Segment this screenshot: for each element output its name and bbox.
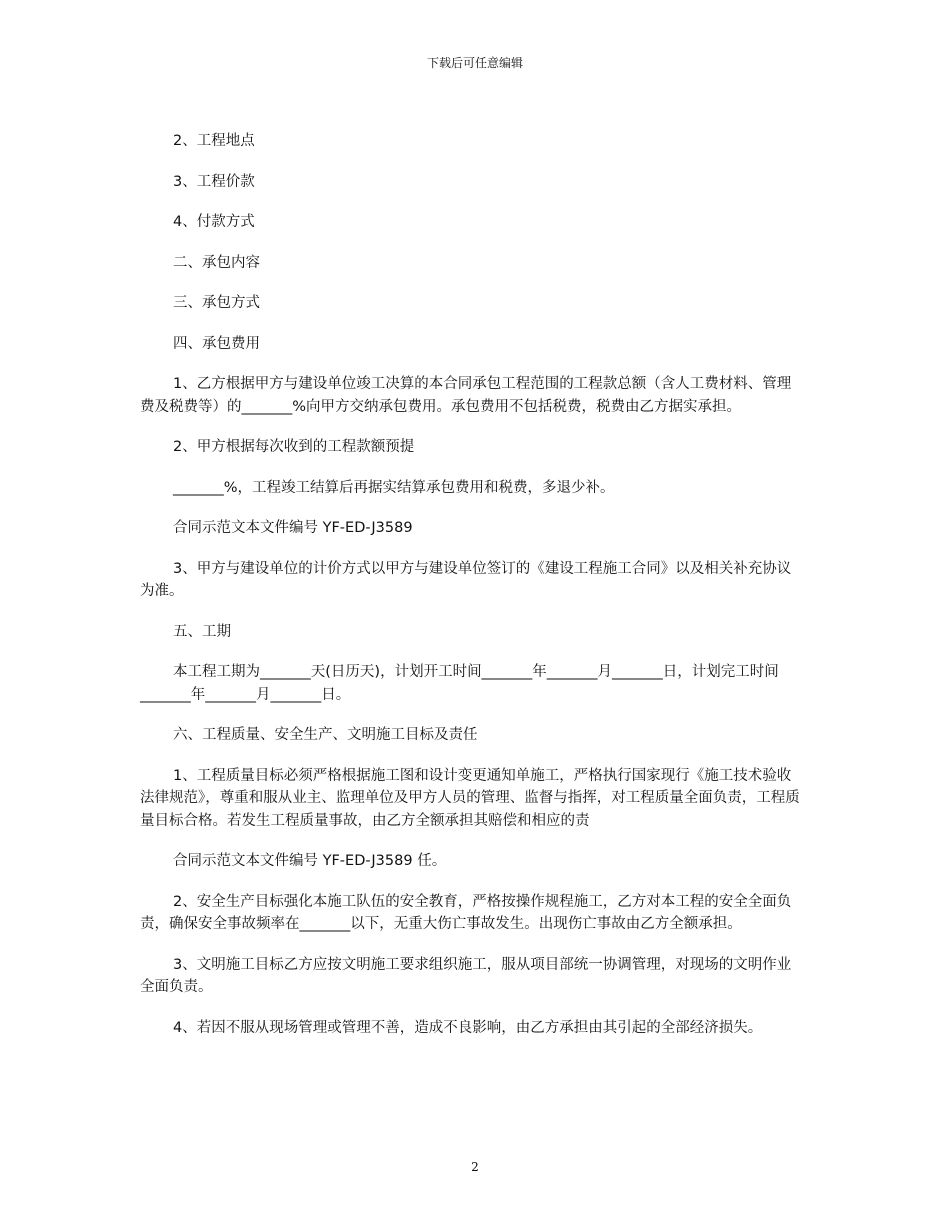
section-heading-contract-method: 三、承包方式 [173,295,260,311]
paragraph-duration: 本工程工期为_______天(日历天)，计划开工时间_______年_______月_______日，计划完工时间_______年_______月_______日。 [140,664,779,703]
paragraph-fee-clause-2: 2、甲方根据每次收到的工程款额预提 [173,439,415,455]
paragraph-quality-target: 1、工程质量目标必须严格根据施工图和设计变更通知单施工，严格执行国家现行《施工技术验收法律规范》，尊重和服从业主、监理单位及甲方人员的管理、监督与指挥，对工程质量全面负责，工程质量目标合格。若发生工程质量事故，由乙方全额承担其赔偿和相应的责 [140,767,800,829]
section-heading-quality-safety: 六、工程质量、安全生产、文明施工目标及责任 [173,727,478,743]
page-number: 2 [471,1160,479,1174]
paragraph-management-liability: 4、若因不服从现场管理或管理不善，造成不良影响，由乙方承担由其引起的全部经济损失。 [173,1019,763,1036]
paragraph-fee-clause-1: 1、乙方根据甲方与建设单位竣工决算的本合同承包工程范围的工程款总额（含人工费材料、管理费及税费等）的_______%向甲方交纳承包费用。承包费用不包括税费，税费由乙方据实承担。 [140,376,792,415]
paragraph-project-price: 3、工程价款 [173,173,255,190]
paragraph-civilized-construction: 3、文明施工目标乙方应按文明施工要求组织施工，服从项目部统一协调管理，对现场的文明作业全面负责。 [140,956,792,995]
document-number-line-2: 合同示范文本文件编号 YF-ED-J3589 任。 [173,853,447,869]
page-header: 下载后可任意编辑 [426,56,523,70]
paragraph-project-location: 2、工程地点 [173,133,255,149]
section-heading-contract-content: 二、承包内容 [173,254,260,271]
section-heading-duration: 五、工期 [173,623,231,640]
paragraph-fee-clause-2-cont: _______%，工程竣工结算后再据实结算承包费用和税费，多退少补。 [173,479,615,496]
paragraph-fee-clause-3: 3、甲方与建设单位的计价方式以甲方与建设单位签订的《建设工程施工合同》以及相关补充协议为准。 [140,560,792,599]
paragraph-safety-target: 2、安全生产目标强化本施工队伍的安全教育，严格按操作规程施工，乙方对本工程的安全全面负责，确保安全事故频率在_______以下，无重大伤亡事故发生。出现伤亡事故由乙方全额承担。 [140,893,792,932]
section-heading-contract-fees: 四、承包费用 [173,335,260,352]
paragraph-payment-method: 4、付款方式 [173,214,255,230]
document-body [140,130,805,1057]
document-number-line: 合同示范文本文件编号 YF-ED-J3589 [173,520,413,536]
